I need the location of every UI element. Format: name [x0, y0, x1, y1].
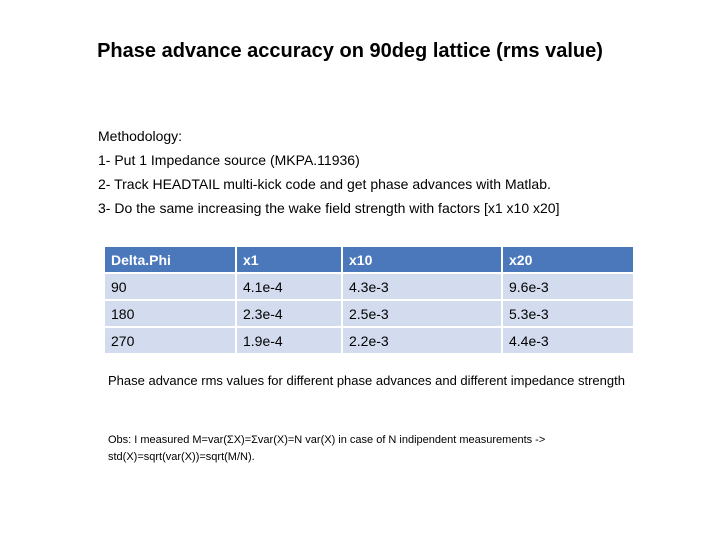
methodology-heading: Methodology: — [98, 128, 183, 144]
slide-title: Phase advance accuracy on 90deg lattice (rms value) — [97, 40, 603, 62]
table-cell: 270 — [105, 328, 235, 353]
methodology-step: 3- Do the same increasing the wake field strength with factors [x1 x10 x20] — [98, 200, 560, 216]
methodology-block — [98, 124, 698, 220]
table-cell: 2.5e-3 — [343, 301, 501, 326]
table-cell: 5.3e-3 — [503, 301, 633, 326]
table-cell: 1.9e-4 — [237, 328, 341, 353]
table-cell: 4.4e-3 — [503, 328, 633, 353]
column-header: x1 — [237, 247, 341, 272]
column-header: x20 — [503, 247, 633, 272]
results-table — [103, 245, 635, 355]
observation-note: Obs: I measured M=var(ΣX)=Σvar(X)=N var(X) in case of N indipendent measurements -> std(X)=sqrt(var(X))=sqrt(M/N). — [108, 434, 546, 463]
column-header: Delta.Phi — [105, 247, 235, 272]
table-cell: 4.3e-3 — [343, 274, 501, 299]
table-cell: 4.1e-4 — [237, 274, 341, 299]
table-cell: 2.3e-4 — [237, 301, 341, 326]
column-header: x10 — [343, 247, 501, 272]
table-cell: 9.6e-3 — [503, 274, 633, 299]
methodology-step: 1- Put 1 Impedance source (MKPA.11936) — [98, 152, 360, 168]
table-row — [105, 328, 633, 353]
table-row — [105, 274, 633, 299]
table-cell: 2.2e-3 — [343, 328, 501, 353]
methodology-step: 2- Track HEADTAIL multi-kick code and get phase advances with Matlab. — [98, 176, 551, 192]
table-cell: 90 — [105, 274, 235, 299]
table-header-row — [105, 247, 633, 272]
table-cell: 180 — [105, 301, 235, 326]
table-caption: Phase advance rms values for different phase advances and different impedance strength — [108, 373, 625, 388]
table-row — [105, 301, 633, 326]
